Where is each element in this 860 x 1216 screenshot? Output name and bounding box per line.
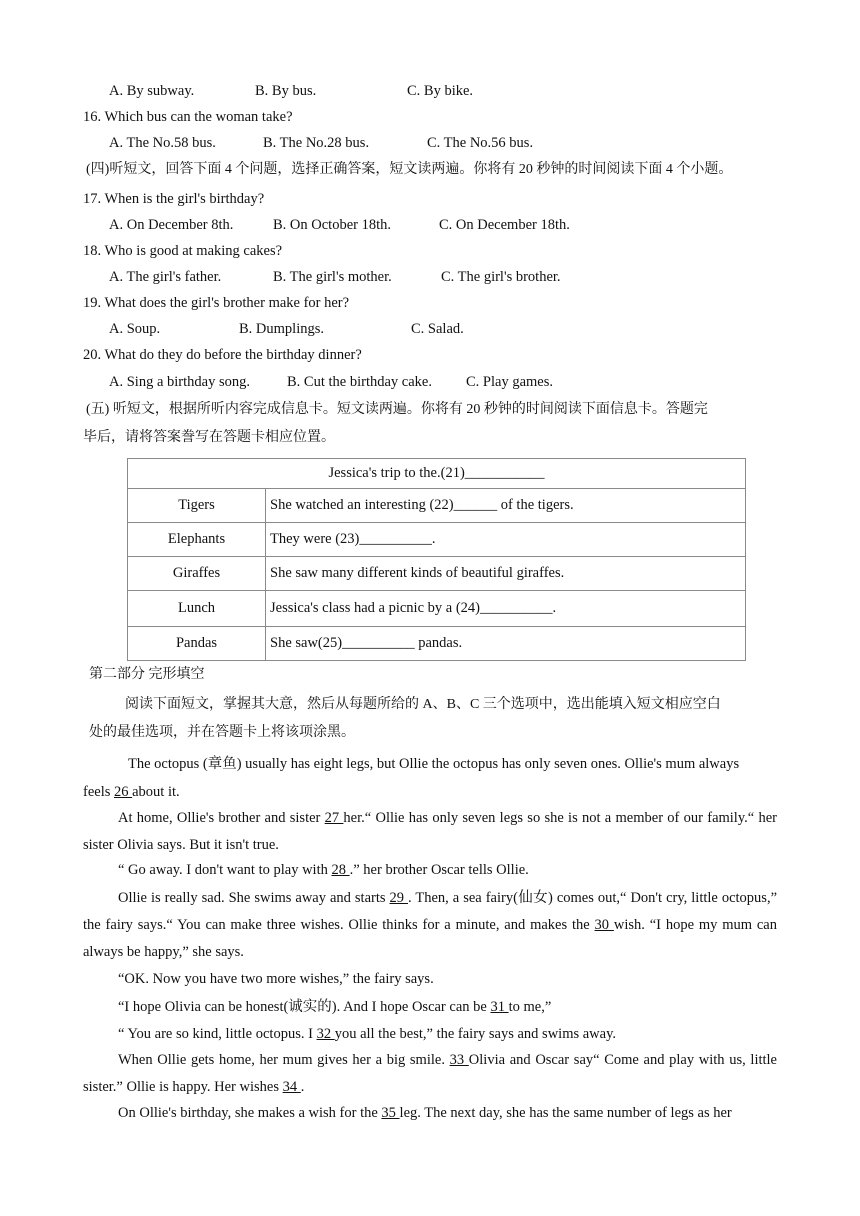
q15-option-a: A. By subway.	[109, 83, 195, 99]
row-text: She saw(25)__________ pandas.	[266, 627, 746, 661]
blank-32: 32	[316, 1026, 335, 1042]
q16-option-c: C. The No.56 bus.	[427, 135, 534, 151]
table-row	[128, 489, 746, 523]
q19-option-c: C. Salad.	[411, 321, 464, 337]
q15-option-c: C. By bike.	[407, 83, 474, 99]
q17-stem: 17. When is the girl's birthday?	[83, 191, 265, 207]
blank-33: 33	[449, 1052, 469, 1068]
section5-instructions-line1: (五) 听短文，根据所听内容完成信息卡。短文读两遍。你将有 20 秒钟的时间阅读下面信息卡。答题完	[86, 402, 708, 417]
passage-p3: “ Go away. I don't want to play with 28 .” her brother Oscar tells Ollie.	[118, 862, 529, 878]
row-text: She watched an interesting (22)______ of the tigers.	[266, 489, 746, 523]
row-text: They were (23)__________.	[266, 523, 746, 557]
part2-instructions-line2: 处的最佳选项，并在答题卡上将该项涂黑。	[89, 725, 355, 740]
section4-instructions: (四)听短文，回答下面 4 个问题，选择正确答案，短文读两遍。你将有 20 秒钟的时间阅读下面 4 个小题。	[86, 162, 733, 177]
blank-27: 27	[324, 810, 344, 826]
passage-p1-line2: feels 26 about it.	[83, 784, 180, 800]
table-row	[128, 591, 746, 627]
q18-option-a: A. The girl's father.	[109, 269, 222, 285]
q17-option-a: A. On December 8th.	[109, 217, 234, 233]
q19-option-a: A. Soup.	[109, 321, 161, 337]
q16-option-a: A. The No.58 bus.	[109, 135, 216, 151]
row-label: Giraffes	[128, 557, 266, 591]
q18-stem: 18. Who is good at making cakes?	[83, 243, 283, 259]
passage-p2: At home, Ollie's brother and sister 27 her.“ Ollie has only seven legs so she is not a member of our family.“ her sister Olivia says. But it isn't true.	[83, 810, 777, 853]
row-text: Jessica's class had a picnic by a (24)__________.	[266, 591, 746, 627]
q18-option-b: B. The girl's mother.	[273, 269, 392, 285]
q17-option-c: C. On December 18th.	[439, 217, 570, 233]
row-label: Tigers	[128, 489, 266, 523]
blank-28: 28	[331, 862, 350, 878]
passage-p9: On Ollie's birthday, she makes a wish for the 35 leg. The next day, she has the same number of legs as her	[118, 1105, 732, 1121]
passage-p5: “OK. Now you have two more wishes,” the fairy says.	[118, 971, 434, 987]
q19-option-b: B. Dumplings.	[239, 321, 324, 337]
blank-35: 35	[381, 1105, 400, 1121]
table-row	[128, 627, 746, 661]
blank-30: 30	[594, 917, 614, 933]
q20-option-b: B. Cut the birthday cake.	[287, 374, 432, 390]
table-row	[128, 557, 746, 591]
q17-option-b: B. On October 18th.	[273, 217, 391, 233]
q19-stem: 19. What does the girl's brother make for her?	[83, 295, 350, 311]
q20-option-a: A. Sing a birthday song.	[109, 374, 250, 390]
blank-29: 29	[389, 890, 409, 906]
part2-instructions-line1: 阅读下面短文，掌握其大意，然后从每题所给的 A、B、C 三个选项中，选出能填入短文相应空白	[125, 697, 721, 712]
row-label: Pandas	[128, 627, 266, 661]
q15-option-b: B. By bus.	[255, 83, 317, 99]
section5-instructions-line2: 毕后，请将答案誊写在答题卡相应位置。	[83, 430, 335, 445]
blank-26: 26	[114, 784, 133, 800]
info-card-table	[127, 458, 746, 661]
q20-stem: 20. What do they do before the birthday dinner?	[83, 347, 362, 363]
info-card-title: Jessica's trip to the.(21)___________	[128, 459, 746, 489]
passage-p4: Ollie is really sad. She swims away and starts 29 . Then, a sea fairy(仙女) comes out,“ Don't cry, little octopus,” the fairy says.“ You can make three wishes. Ollie thinks for a minute, and makes the 30 wish. “I hope my mum can always be happy,” she says.	[83, 890, 778, 960]
row-text: She saw many different kinds of beautiful giraffes.	[266, 557, 746, 591]
blank-31: 31	[490, 999, 509, 1015]
q16-stem: 16. Which bus can the woman take?	[83, 109, 293, 125]
passage-p1-line1: The octopus (章鱼) usually has eight legs, but Ollie the octopus has only seven ones. Ollie's mum always	[128, 756, 740, 772]
row-label: Elephants	[128, 523, 266, 557]
info-card-title-row	[128, 459, 746, 489]
q20-option-c: C. Play games.	[466, 374, 553, 390]
q16-option-b: B. The No.28 bus.	[263, 135, 370, 151]
passage-p8: When Ollie gets home, her mum gives her a big smile. 33 Olivia and Oscar say“ Come and play with us, little sister.” Ollie is happy. Her wishes 34 .	[83, 1052, 777, 1095]
q18-option-c: C. The girl's brother.	[441, 269, 561, 285]
passage-p7: “ You are so kind, little octopus. I 32 you all the best,” the fairy says and swims away.	[118, 1026, 617, 1042]
part2-title: 第二部分 完形填空	[89, 667, 205, 682]
blank-34: 34	[282, 1079, 301, 1095]
passage-p6: “I hope Olivia can be honest(诚实的). And I hope Oscar can be 31 to me,”	[118, 999, 552, 1015]
table-row	[128, 523, 746, 557]
row-label: Lunch	[128, 591, 266, 627]
